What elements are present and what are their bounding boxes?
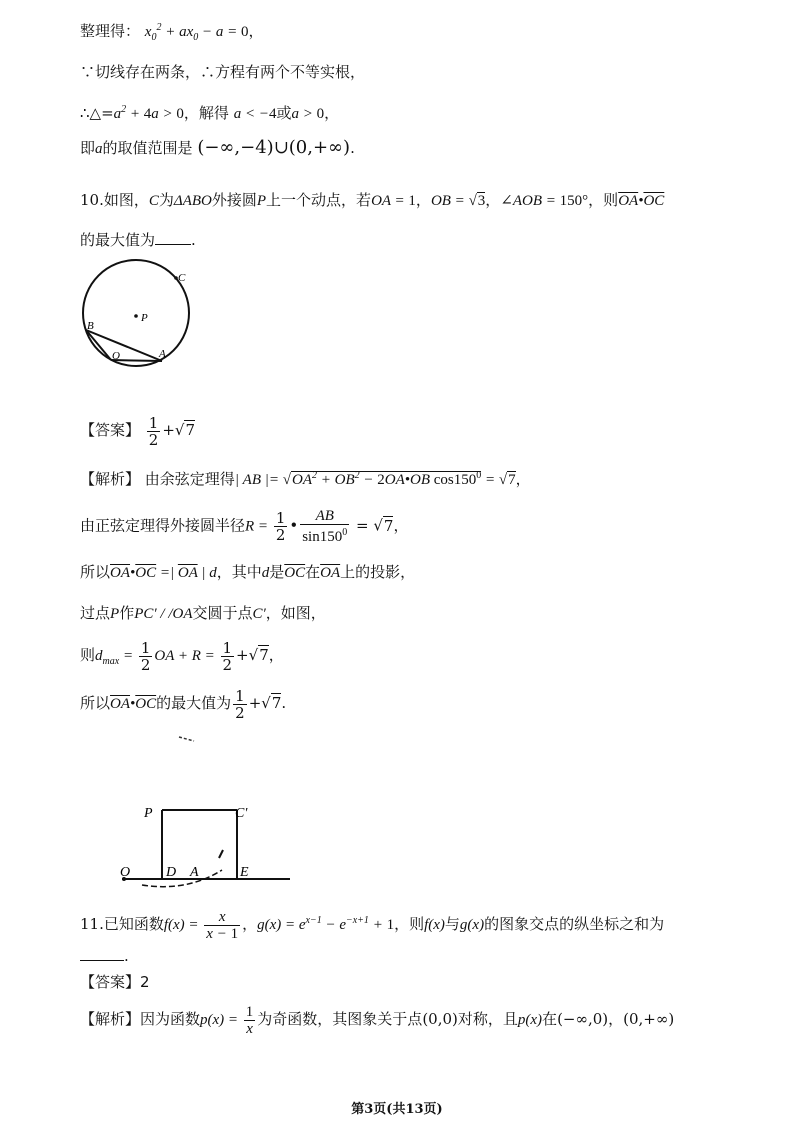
answer-blank — [155, 230, 191, 245]
question-11-blank: . — [80, 946, 129, 966]
label-e: E — [240, 865, 249, 880]
label-p2: P — [144, 806, 153, 821]
solution-11: 【解析】因为函数p(x) = $\frac{1}{x}$ 为奇函数，其图象关于点(0,0)对称，且p(x)在(−∞,0)，(0,+∞) — [80, 1003, 675, 1037]
label-a2: A — [190, 865, 199, 880]
label-d: D — [166, 865, 177, 880]
stray-mark — [178, 734, 198, 744]
answer-blank-11 — [80, 946, 124, 961]
segment-ba — [86, 330, 162, 361]
solution-line-5: 则$d_{max}$ = $\frac{1}{2}$ OA + R = $\frac{1}{2}$ +√7， — [80, 638, 284, 674]
construction-figure — [112, 800, 302, 890]
point-p — [134, 314, 138, 318]
solution-line-2: 由正弦定理得外接圆半径R = $\frac{1}{2}$ • $\frac{AB}{\sin 150^0}$ = √7， — [80, 508, 409, 545]
question-10-line2: 的最大值为 . — [80, 231, 196, 249]
circumcircle-figure — [74, 258, 214, 378]
solution-line-3: 所以$\overline{OA}•\overline{OC}$ =| $\overline{OA}$ | d，其中d是$\overline{OC}$在$\overline{OA}$上的投影， — [80, 563, 416, 581]
label-a: A — [159, 348, 166, 360]
math-quadratic: $x_0^2 + ax_0 - a = 0$ — [144, 22, 249, 43]
label-b: B — [87, 320, 94, 332]
label-c-prime: C' — [235, 806, 248, 821]
page-footer: 第3页(共13页) — [351, 1102, 443, 1117]
label-c: C — [178, 272, 186, 284]
answer-11: 【答案】2 — [80, 973, 150, 991]
line-two-tangents: ∵切线存在两条，∴方程有两个不等实根， — [80, 63, 366, 81]
label-p: P — [141, 312, 148, 324]
line-range: 即a的取值范围是 (−∞,−4)∪(0,+∞). — [80, 137, 355, 158]
question-11: 11.已知函数f(x) = $\frac{x}{x - 1}$ ，$g(x) = e^{x-1} - e^{-x+1} + 1$，则f(x)与g(x)的图象交点的纵坐标之和为 — [80, 908, 665, 942]
label-o2: O — [120, 865, 131, 880]
label-o: O — [112, 350, 120, 362]
question-10: 10.如图，C为ΔABO外接圆P上一个动点，若OA = 1，OB = √3，∠AOB = 150°，则$\overline{OA}•\overline{OC}$ — [80, 191, 665, 209]
line-discriminant: $\therefore\triangle=a^2 + 4a > 0$，解得 a < −4或a > 0， — [80, 104, 340, 122]
solution-line-4: 过点P作PC′ / /OA交圆于点C′，如图， — [80, 604, 326, 622]
solution-line-1: 【解析】 由余弦定理得| AB |= $√OA^2 + OB^2$ − 2OA•OB $\cos 150^0 = √7$， — [80, 470, 531, 488]
line-rearranged: 整理得： $x_0^2 + ax_0 - a = 0$， — [80, 22, 264, 43]
solution-line-6: 所以$\overline{OA}•\overline{OC}$的最大值为 $\frac{1}{2}$ +√7. — [80, 686, 287, 722]
tick-mark — [219, 850, 223, 858]
answer-10: 【答案】 $\frac{1}{2}$ +√7 — [80, 413, 196, 449]
